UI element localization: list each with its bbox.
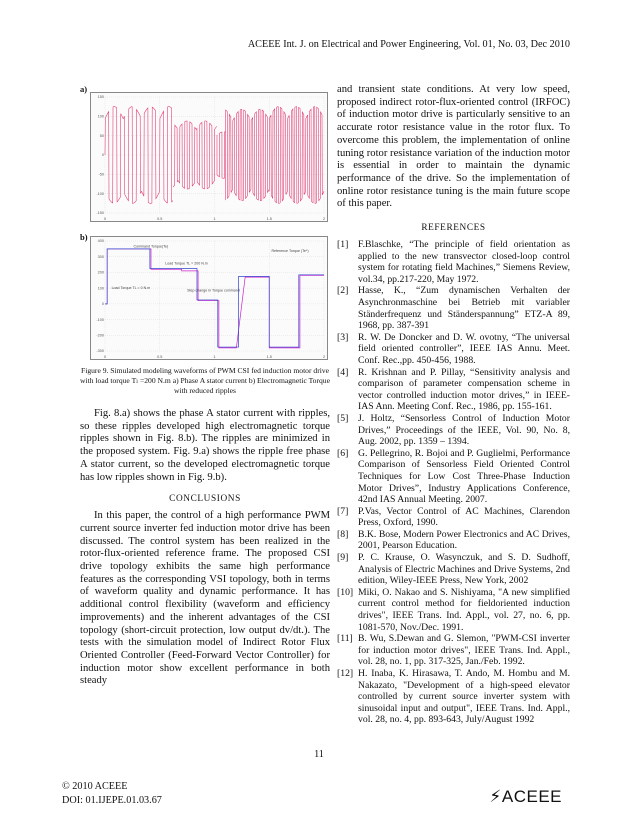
chart-annotation: Step change in Torque command bbox=[187, 288, 240, 293]
y-tick-label: -300 bbox=[96, 349, 104, 354]
y-tick-label: 0 bbox=[101, 302, 104, 307]
reference-number: [2] bbox=[337, 285, 349, 297]
reference-item bbox=[337, 506, 570, 529]
chart-annotation: Load Torque TL = 0 N.m bbox=[111, 285, 151, 290]
reference-number: [10] bbox=[337, 586, 354, 598]
reference-number: [1] bbox=[337, 239, 349, 251]
y-tick-label: 300 bbox=[97, 254, 104, 259]
reference-number: [12] bbox=[337, 668, 354, 679]
reference-item bbox=[337, 413, 570, 448]
plot-area-a bbox=[90, 92, 328, 222]
y-tick-label: 150 bbox=[97, 95, 104, 100]
figure-9a bbox=[80, 84, 326, 226]
reference-item bbox=[337, 587, 570, 633]
x-tick-label: 0 bbox=[103, 217, 107, 221]
x-tick-label: 1 bbox=[213, 217, 216, 221]
reference-number: [3] bbox=[337, 331, 349, 343]
reference-text: Miki, O. Nakao and S. Nishiyama, "A new simplified current control method for fieldoriented induction drives", IEEE Trans. Ind. Appl., vol. 27, no. 6, pp. 1081-570, Nov./Dec. 1991. bbox=[358, 586, 570, 633]
reference-item bbox=[337, 239, 570, 285]
plot-area-b bbox=[90, 236, 328, 360]
x-tick-label: 1 bbox=[213, 355, 216, 359]
references-heading: REFERENCES bbox=[421, 223, 486, 234]
reference-item bbox=[337, 633, 570, 668]
x-tick-label: 0 bbox=[103, 355, 107, 359]
x-tick-label: 2 bbox=[322, 217, 326, 221]
reference-text: P.Vas, Vector Control of AC Machines, Clarendon Press, Oxford, 1990. bbox=[358, 505, 570, 529]
chart-annotation: Reference Torque (Te*) bbox=[271, 249, 309, 253]
reference-text: Hasse, K., “Zum dynamischen Verhalten der Asynchronmaschine bei Betrieb mit variabler Ständerfrequenz und Ständerspannung” ETZ-A 89, 1968, pp. 387-391 bbox=[358, 285, 570, 332]
reference-text: R. Krishnan and P. Pillay, “Sensitivity analysis and comparison of parameter compensation scheme in vector controlled induction motor drives,” in IEEE-IAS Ann. Meeting Conf. Rec., 1986, pp. 155-161. bbox=[358, 366, 570, 413]
reference-text: G. Pellegrino, R. Bojoi and P. Guglielmi, Performance Comparison of Sensorless Field Oriented Control Techniques for Low Cost Three-Phase Induction Motor Drives”, Industry Applications Conference, 42nd IAS Annual Meeting. 2007. bbox=[358, 447, 570, 506]
y-tick-label: 100 bbox=[97, 114, 104, 119]
torque-chart bbox=[91, 237, 327, 359]
reference-list bbox=[337, 239, 570, 726]
x-tick-label: 1.5 bbox=[266, 217, 272, 221]
reference-number: [11] bbox=[337, 633, 353, 645]
reference-item bbox=[337, 529, 570, 552]
y-tick-label: 400 bbox=[97, 239, 104, 244]
x-tick-label: 1.5 bbox=[266, 355, 272, 359]
reference-text: B. Wu, S.Dewan and G. Slemon, "PWM-CSI inverter for induction motor drives", IEEE Trans. Ind. Appl., vol. 28, no. 1, pp. 317-325, Jan./Feb. 1992. bbox=[358, 633, 570, 668]
y-tick-label: -50 bbox=[98, 172, 104, 177]
reference-item bbox=[337, 367, 570, 413]
left-paragraph-2: In this paper, the control of a high performance PWM current source inverter fed induction motor drive has been discussed. The control system has been realized in the rotor-flux-oriented reference frame. The proposed CSI drive topology exhibits the same high performance features as the corresponding VSI topology, both in terms of waveform quality and dynamic performance. It has additional control flexibility (waveform and efficiency improvements) and the inherent advantages of the CSI topology (short-circuit protection, low output dv/dt.). The tests with the simulation model of Indirect Rotor Flux Oriented Controller (Feed-Forward Vector Controller) for induction motor show excellent performance in both steady bbox=[80, 510, 330, 687]
reference-item bbox=[337, 552, 570, 587]
x-tick-label: 0.5 bbox=[157, 217, 163, 221]
right-paragraph-1: and transient state conditions. At very low speed, proposed indirect rotor-flux-oriented control (IRFOC) of induction motor drive is particularly sensitive to an accurate rotor resistance value in the rotor flux. To overcome this problem, the implementation of online tuning rotor resistance variation of the induction motor is essential in order to maintain the dynamic performance of the drive. So the implementation of online rotor resistance tuning is the main future scope of this paper. bbox=[337, 84, 570, 210]
y-tick-label: -200 bbox=[96, 333, 104, 338]
y-tick-label: -100 bbox=[96, 317, 104, 322]
figure-caption: Figure 9. Simulated modeling waveforms of PWM CSI fed induction motor drive with load torque Tₗ =200 N.m a) Phase A stator current b) Electromagnetic Torque with reduced ripples bbox=[80, 366, 330, 395]
phase-a-current-chart bbox=[91, 93, 327, 221]
reference-number: [5] bbox=[337, 412, 349, 424]
reference-number: [9] bbox=[337, 552, 349, 564]
panel-b-label: b) bbox=[80, 232, 88, 242]
reference-text: H. Inaba, K. Hirasawa, T. Ando, M. Hombu and M. Nakazato, "Development of a high-speed elevator controlled by current source inverter system with sinusoidal input and output", IEEE Trans. Ind. Appl., vol. 28, no. 4, pp. 893-643, July/August 1992 bbox=[358, 668, 570, 726]
y-tick-label: 100 bbox=[97, 286, 104, 291]
aceee-logo: ⚡ACEEE bbox=[489, 787, 562, 806]
journal-header: ACEEE Int. J. on Electrical and Power Engineering, Vol. 01, No. 03, Dec 2010 bbox=[247, 39, 570, 50]
y-tick-label: 0 bbox=[101, 153, 104, 158]
footer-info bbox=[62, 780, 162, 808]
reference-item bbox=[337, 448, 570, 506]
reference-number: [4] bbox=[337, 366, 349, 378]
y-tick-label: 200 bbox=[97, 270, 104, 275]
reference-item bbox=[337, 285, 570, 331]
conclusions-heading: CONCLUSIONS bbox=[169, 494, 241, 505]
reference-item bbox=[337, 332, 570, 367]
left-column bbox=[80, 84, 330, 688]
reference-text: J. Holtz, “Sensorless Control of Induction Motor Drives,” Proceedings of the IEEE, Vol. 90, No. 8, Aug. 2002, pp. 1359 – 1394. bbox=[358, 412, 570, 448]
logo-text: ACEEE bbox=[501, 787, 562, 806]
left-paragraph-1: Fig. 8.a) shows the phase A stator current with ripples, so these ripples developed high electromagnetic torque ripples shown in Fig. 8.b). The ripples are minimized in the proposed system. Fig. 9.a) shows the ripple free phase A stator current, so the developed electromagnetic torque has low ripples shown in Fig. 9.b). bbox=[80, 408, 330, 483]
x-tick-label: 0.5 bbox=[157, 355, 163, 359]
reference-text: P. C. Krause, O. Wasynczuk, and S. D. Sudhoff, Analysis of Electric Machines and Drive Systems, 2nd edition, Wiley-IEEE Press, New York, 2002 bbox=[358, 552, 571, 587]
reference-text: B.K. Bose, Modern Power Electronics and AC Drives, 2001, Pearson Education. bbox=[358, 528, 570, 552]
reference-number: [6] bbox=[337, 447, 349, 459]
figure-9b bbox=[80, 232, 326, 362]
chart-annotation: Command Torque(Te) bbox=[133, 244, 169, 249]
reference-text: F.Blaschke, “The principle of field orientation as applied to the new transvector closed-loop control system for rotating field Machines,” Siemens Review, vol.34, pp.217-220, May 1972. bbox=[358, 239, 570, 285]
current-waveform-segment bbox=[225, 109, 269, 200]
reference-number: [7] bbox=[337, 505, 349, 517]
panel-a-label: a) bbox=[80, 84, 88, 94]
doi: DOI: 01.IJEPE.01.03.67 bbox=[62, 795, 162, 806]
chart-annotation: Load Torque TL = 200 N.m bbox=[165, 261, 208, 266]
y-tick-label: -150 bbox=[96, 211, 104, 216]
y-tick-label: -100 bbox=[96, 191, 104, 196]
right-column bbox=[337, 84, 570, 726]
reference-text: R. W. De Doncker and D. W. ovotny, “The universal field oriented controller”, IEEE IAS Annu. Meet. Conf. Rec.,pp. 450-456, 1988. bbox=[358, 331, 570, 366]
y-tick-label: 50 bbox=[99, 133, 104, 138]
page-number: 11 bbox=[314, 749, 324, 760]
x-tick-label: 2 bbox=[322, 355, 326, 359]
copyright: © 2010 ACEEE bbox=[62, 781, 128, 792]
reference-item bbox=[337, 668, 570, 726]
reference-number: [8] bbox=[337, 528, 349, 540]
